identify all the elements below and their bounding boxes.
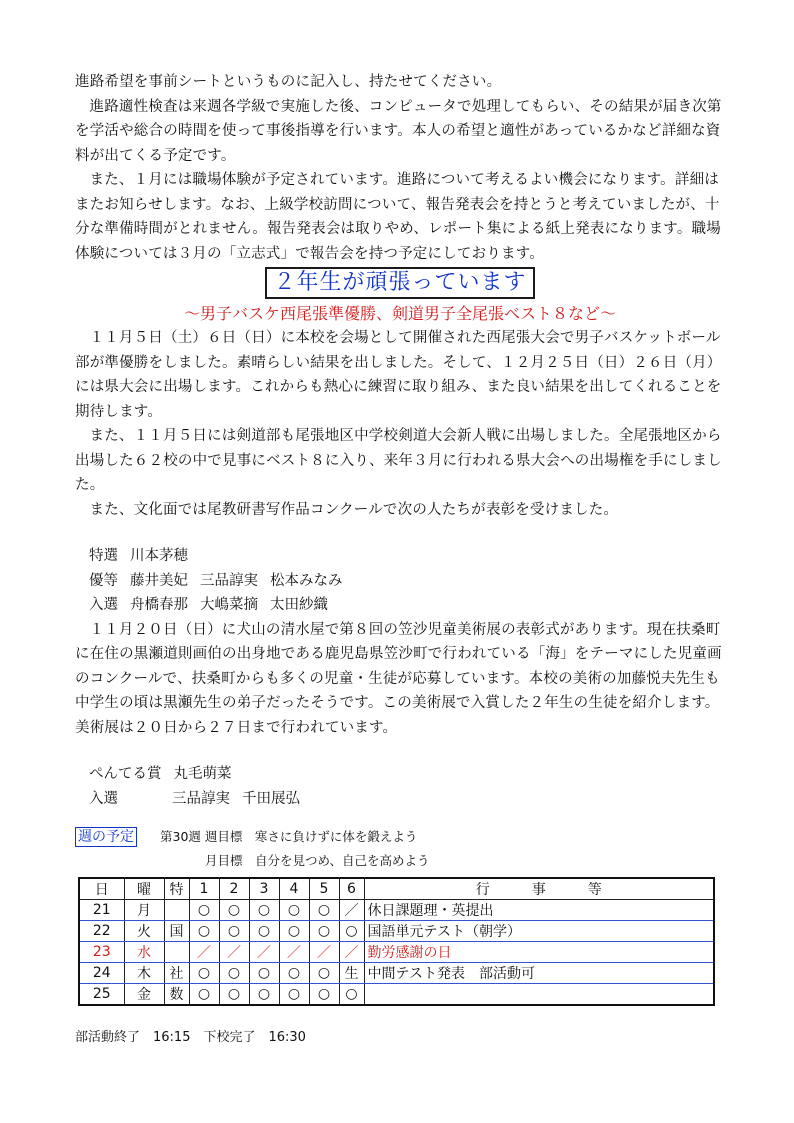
schedule-cell: ○ (249, 984, 279, 1006)
schedule-cell: 社 (164, 963, 189, 984)
award-line (75, 544, 725, 569)
schedule-cell: ○ (219, 900, 249, 921)
career-paragraph-2: 進路適性検査は来週各学級で実施した後、コンピュータで処理してもらい、その結果が届き次第を学活や総合の時間を使って事後指導を行います。本人の希望と適性があっているかなど詳細な資料が出てくる予定です。 (75, 98, 722, 164)
art-awards (75, 762, 725, 811)
schedule-cell: ○ (189, 900, 219, 921)
award-rank: 入選 (89, 790, 118, 807)
calligraphy-intro: また、文化面では尾教研書写作品コンクールで次の人たちが表彰を受けました。 (89, 501, 619, 518)
schedule-cell: ○ (309, 963, 339, 984)
header-weekday: 曜 (124, 878, 164, 900)
award-line (75, 762, 725, 787)
award-name: 三品諄実 (200, 572, 258, 589)
schedule-cell: ○ (279, 963, 309, 984)
schedule-table (78, 877, 715, 1006)
award-name: 太田紗織 (270, 597, 328, 613)
schedule-event-cell: 休日課題理・英提出 (364, 900, 714, 921)
schedule-cell: ／ (219, 942, 249, 963)
header-period: 6 (339, 878, 364, 900)
schedule-cell: ○ (249, 921, 279, 942)
career-paragraph-3: また、１月には職場体験が予定されています。進路について考えるよい機会になります。詳細はまたお知らせします。なお、上級学校訪問について、報告発表会を持とうと考えていましたが、十分な準備時間がとれません。報告発表会は取りやめ、レポート集による紙上発表になります。職場体験については３月の「立志式」で報告会を持つ予定にしております。 (75, 172, 721, 262)
award-name: 川本茅穂 (130, 548, 188, 564)
schedule-header-row (79, 878, 714, 900)
schedule-cell: ○ (339, 921, 364, 942)
section-subheading: ～男子バスケ西尾張準優勝、剣道男子全尾張ベスト８など～ (183, 304, 616, 323)
schedule-cell (164, 942, 189, 963)
newsletter-page (75, 70, 725, 811)
schedule-cell: ○ (279, 984, 309, 1006)
award-rank: 特選 (89, 548, 118, 564)
award-line (75, 593, 725, 618)
schedule-cell: ／ (339, 942, 364, 963)
award-name: 丸毛萌菜 (173, 766, 232, 782)
award-rank: 入選 (89, 597, 118, 613)
schedule-cell: 月 (124, 900, 164, 921)
award-name: 千田展弘 (242, 790, 300, 807)
schedule-event-cell: 勤労感謝の日 (364, 942, 714, 963)
award-rank: ぺんてる賞 (89, 766, 162, 782)
schedule-cell: ／ (309, 942, 339, 963)
schedule-cell: ○ (219, 963, 249, 984)
schedule-event-cell (364, 984, 714, 1006)
header-period: 5 (309, 878, 339, 900)
award-line (75, 787, 725, 812)
schedule-cell: ／ (189, 942, 219, 963)
schedule-cell: ○ (189, 963, 219, 984)
schedule-cell: 木 (124, 963, 164, 984)
schedule-event-cell: 国語単元テスト（朝学） (364, 921, 714, 942)
schedule-cell: ○ (309, 984, 339, 1006)
schedule-cell: ○ (309, 900, 339, 921)
schedule-cell (164, 900, 189, 921)
schedule-cell: ○ (339, 984, 364, 1006)
schedule-cell: ○ (219, 921, 249, 942)
award-name: 三品諄実 (172, 790, 230, 807)
kendo-paragraph: また、１１月５日には剣道部も尾張地区中学校剣道大会新人戦に出場しました。全尾張地区から出場した６２校の中で見事にベスト８に入り、来年３月に行われる県大会への出場権を手にしました。 (75, 428, 722, 493)
weekly-schedule-label: 週の予定 (75, 827, 137, 847)
schedule-cell: 生 (339, 963, 364, 984)
schedule-cell: 国 (164, 921, 189, 942)
schedule-event-cell: 中間テスト発表 部活動可 (364, 963, 714, 984)
week-goal: 第30週 週目標 寒さに負けずに体を鍛えよう (160, 829, 418, 844)
schedule-row (79, 942, 714, 963)
schedule-cell: ○ (249, 900, 279, 921)
schedule-cell: ／ (249, 942, 279, 963)
header-period: 2 (219, 878, 249, 900)
club-end-time: 部活動終了 16:15 下校完了 16:30 (75, 1030, 306, 1045)
header-period: 1 (189, 878, 219, 900)
heading-container (75, 267, 725, 301)
award-name: 大嶋菜摘 (200, 597, 258, 613)
schedule-cell: ○ (189, 984, 219, 1006)
career-paragraph-1: 進路希望を事前シートというものに記入し、持たせてください。 (75, 74, 502, 90)
award-rank: 優等 (89, 572, 118, 589)
schedule-cell: ○ (309, 921, 339, 942)
schedule-cell: 水 (124, 942, 164, 963)
schedule-cell: 金 (124, 984, 164, 1006)
schedule-cell: 24 (79, 963, 124, 984)
basketball-paragraph: １１月５日（土）６日（日）に本校を会場として開催された西尾張大会で男子バスケットボール部が準優勝をしました。素晴らしい結果を出しました。そして、１２月２５日（日）２６日（月）には県大会に出場します。これからも熱心に練習に取り組み、また良い結果を出してくれることを期待します。 (75, 330, 722, 420)
month-goal: 月目標 自分を見つめ、自己を高めよう (205, 853, 430, 868)
header-events: 行 事 等 (364, 878, 714, 900)
schedule-row (79, 921, 714, 942)
schedule-cell: 22 (79, 921, 124, 942)
award-name: 藤井美妃 (130, 572, 188, 589)
schedule-cell: ／ (339, 900, 364, 921)
award-line (75, 569, 725, 594)
award-name: 松本みなみ (270, 572, 343, 589)
schedule-row (79, 963, 714, 984)
schedule-row (79, 900, 714, 921)
schedule-cell: 25 (79, 984, 124, 1006)
header-period: 3 (249, 878, 279, 900)
schedule-cell: ○ (219, 984, 249, 1006)
schedule-cell: ○ (249, 963, 279, 984)
schedule-cell: ○ (189, 921, 219, 942)
schedule-cell: 23 (79, 942, 124, 963)
schedule-cell: 数 (164, 984, 189, 1006)
section-heading: ２年生が頑張っています (265, 267, 534, 299)
schedule-cell: ／ (279, 942, 309, 963)
header-day: 日 (79, 878, 124, 900)
header-special: 特 (164, 878, 189, 900)
header-period: 4 (279, 878, 309, 900)
schedule-cell: ○ (279, 921, 309, 942)
schedule-cell: ○ (279, 900, 309, 921)
calligraphy-awards (75, 544, 725, 618)
schedule-row (79, 984, 714, 1006)
schedule-cell: 21 (79, 900, 124, 921)
art-paragraph: １１月２０日（日）に犬山の清水屋で第８回の笠沙児童美術展の表彰式があります。現在扶桑町に在住の黒瀬道則画伯の出身地である鹿児島県笠沙町で行われている「海」をテーマにした児童画のコンクールで、扶桑町からも多くの児童・生徒が応募しています。本校の美術の加藤悦夫先生も中学生の頃は黒瀬先生の弟子だったそうです。この美術展で入賞した２年生の生徒を紹介します。美術展は２０日から２７日まで行われています。 (75, 621, 722, 736)
award-name: 舟橋春那 (130, 597, 188, 613)
schedule-cell: 火 (124, 921, 164, 942)
